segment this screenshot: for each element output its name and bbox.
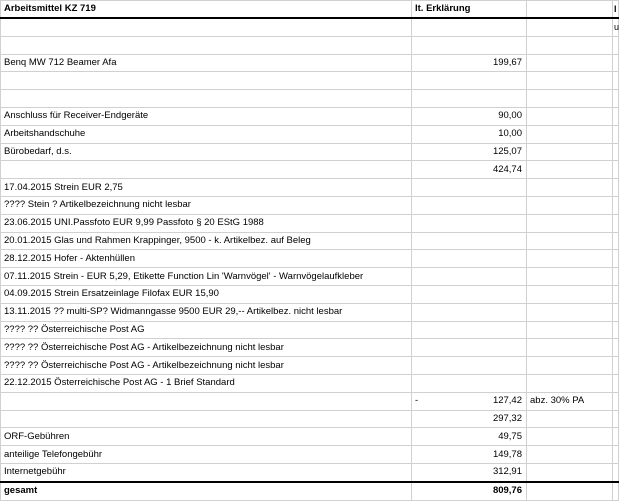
cut-cell[interactable] [613,90,619,108]
table-row [1,339,619,357]
amount-cell[interactable] [412,268,527,286]
amount-value: 312,91 [492,466,522,478]
amount-value: 199,67 [492,56,522,68]
cut-cell[interactable] [613,463,619,481]
note-cell[interactable] [527,36,613,54]
amount-cell[interactable] [412,410,527,428]
note-cell[interactable] [527,410,613,428]
note-cell[interactable] [527,72,613,90]
note-cell[interactable] [527,90,613,108]
amount-cell[interactable] [412,196,527,214]
label-cell[interactable] [1,36,412,54]
amount-cell[interactable] [412,285,527,303]
amount-cell[interactable] [412,36,527,54]
note-cell[interactable]: abz. 30% PA [527,392,613,410]
table-row [1,90,619,108]
table-row [1,143,619,161]
amount-value: 90,00 [498,110,522,122]
amount-cell[interactable] [412,179,527,197]
amount-value: 297,32 [492,412,522,424]
header-cell-empty[interactable] [527,1,613,19]
note-cell[interactable] [527,179,613,197]
note-cell[interactable] [527,446,613,464]
cut-cell[interactable] [613,161,619,179]
header-cut-bottom: u [614,22,619,33]
table-row [1,250,619,268]
cut-cell[interactable] [613,357,619,375]
label-cell[interactable]: ???? ?? Österreichische Post AG - Artikelbezeichnung nicht lesbar [1,357,412,375]
label-cell[interactable]: ???? Stein ? Artikelbezeichnung nicht lesbar [1,196,412,214]
header-cell-cut[interactable] [613,1,619,19]
header-row [1,1,619,19]
note-cell[interactable] [527,54,613,72]
note-cell[interactable] [527,339,613,357]
table-row [1,303,619,321]
cut-cell[interactable] [613,285,619,303]
cut-cell[interactable] [613,232,619,250]
label-cell[interactable]: Bürobedarf, d.s. [1,143,412,161]
amount-cell[interactable] [412,107,527,125]
amount-cell[interactable] [412,357,527,375]
amount-cell[interactable] [412,90,527,108]
note-cell[interactable] [527,107,613,125]
amount-cell[interactable] [412,143,527,161]
total-row [1,482,619,500]
cut-cell[interactable] [613,268,619,286]
note-cell[interactable] [527,232,613,250]
label-cell[interactable]: 13.11.2015 ?? multi-SP? Widmanngasse 9500 EUR 29,-- Artikelbez. nicht lesbar [1,303,412,321]
label-cell[interactable]: 23.06.2015 UNI.Passfoto EUR 9,99 Passfoto § 20 EStG 1988 [1,214,412,232]
table-row [1,36,619,54]
note-cell[interactable] [527,214,613,232]
amount-value: 127,42 [492,395,522,407]
cut-cell[interactable] [613,321,619,339]
table-row [1,392,619,410]
label-cell[interactable] [1,392,412,410]
cut-cell[interactable] [613,107,619,125]
note-cell[interactable] [527,374,613,392]
amount-value: 125,07 [492,145,522,157]
label-cell[interactable]: Anschluss für Receiver-Endgeräte [1,107,412,125]
cut-cell[interactable] [613,214,619,232]
label-cell[interactable]: 04.09.2015 Strein Ersatzeinlage Filofax EUR 15,90 [1,285,412,303]
label-cell[interactable] [1,161,412,179]
amount-cell[interactable] [412,321,527,339]
table-row [1,285,619,303]
note-cell[interactable] [527,268,613,286]
note-cell[interactable] [527,321,613,339]
cut-cell[interactable] [613,374,619,392]
cut-cell[interactable] [613,18,619,36]
note-cell[interactable] [527,196,613,214]
table-row [1,321,619,339]
cut-cell[interactable] [613,428,619,446]
cut-cell[interactable] [613,125,619,143]
note-cell[interactable] [527,125,613,143]
table-row [1,161,619,179]
cut-cell[interactable] [613,36,619,54]
table-row [1,18,619,36]
note-cell[interactable] [527,357,613,375]
table-row [1,410,619,428]
amount-cell[interactable] [412,18,527,36]
table-row [1,428,619,446]
header-cell-arbeitsmittel[interactable]: Arbeitsmittel KZ 719 [1,1,412,19]
label-cell[interactable]: Internetgebühr [1,463,412,481]
label-cell[interactable] [1,410,412,428]
note-cell[interactable] [527,161,613,179]
note-cell[interactable] [527,285,613,303]
label-cell[interactable]: ???? ?? Österreichische Post AG [1,321,412,339]
amount-cell[interactable] [412,463,527,481]
amount-cell[interactable] [412,214,527,232]
label-cell[interactable]: 17.04.2015 Strein EUR 2,75 [1,179,412,197]
table-row [1,357,619,375]
total-amount[interactable]: 809,76 [412,482,527,500]
amount-cell[interactable] [412,374,527,392]
amount-cell[interactable] [412,161,527,179]
table-row [1,196,619,214]
amount-cell[interactable] [412,54,527,72]
label-cell[interactable]: 28.12.2015 Hofer - Aktenhüllen [1,250,412,268]
total-cut-cell[interactable] [613,482,619,500]
amount-value: 424,74 [492,163,522,175]
amount-cell[interactable] [412,303,527,321]
label-cell[interactable]: 22.12.2015 Österreichische Post AG - 1 Brief Standard [1,374,412,392]
label-cell[interactable]: Benq MW 712 Beamer Afa [1,54,412,72]
table-row [1,446,619,464]
label-cell[interactable]: anteilige Telefongebühr [1,446,412,464]
note-cell[interactable] [527,18,613,36]
table-row [1,107,619,125]
amount-cell[interactable] [412,250,527,268]
amount-value: 149,78 [492,448,522,460]
note-cell[interactable] [527,463,613,481]
amount-cell[interactable] [412,72,527,90]
cut-cell[interactable] [613,392,619,410]
total-label[interactable]: gesamt [1,482,412,500]
label-cell[interactable]: ???? ?? Österreichische Post AG - Artikelbezeichnung nicht lesbar [1,339,412,357]
label-cell[interactable] [1,72,412,90]
cut-cell[interactable] [613,179,619,197]
table-row [1,268,619,286]
header-cell-erklaerung[interactable]: lt. Erklärung [412,1,527,19]
table-row [1,72,619,90]
cut-cell[interactable] [613,54,619,72]
note-cell[interactable] [527,250,613,268]
label-cell[interactable]: Arbeitshandschuhe [1,125,412,143]
cut-cell[interactable] [613,446,619,464]
amount-cell[interactable] [412,232,527,250]
minus-sign: - [415,395,419,407]
table-row [1,232,619,250]
amount-value: 49,75 [498,430,522,442]
cut-cell[interactable] [613,339,619,357]
table-row [1,54,619,72]
note-cell[interactable] [527,303,613,321]
cut-cell[interactable] [613,196,619,214]
cut-cell[interactable] [613,303,619,321]
cut-cell[interactable] [613,410,619,428]
amount-cell[interactable] [412,428,527,446]
header-cut-top: l [614,4,617,14]
note-cell[interactable] [527,428,613,446]
table-row [1,374,619,392]
note-cell[interactable] [527,143,613,161]
label-cell[interactable] [1,18,412,36]
amount-cell[interactable] [412,392,527,410]
table-row [1,214,619,232]
amount-value: 10,00 [498,128,522,140]
table-row [1,125,619,143]
cut-cell[interactable] [613,143,619,161]
label-cell[interactable]: 20.01.2015 Glas und Rahmen Krappinger, 9500 - k. Artikelbez. auf Beleg [1,232,412,250]
cut-cell[interactable] [613,250,619,268]
label-cell[interactable]: ORF-Gebühren [1,428,412,446]
table-row [1,463,619,481]
amount-cell[interactable] [412,125,527,143]
cut-cell[interactable] [613,72,619,90]
amount-cell[interactable] [412,339,527,357]
amount-cell[interactable] [412,446,527,464]
table-row [1,179,619,197]
total-note-cell[interactable] [527,482,613,500]
label-cell[interactable]: 07.11.2015 Strein - EUR 5,29, Etikette Function Lin 'Warnvögel' - Warnvögelaufkleber [1,268,412,286]
label-cell[interactable] [1,90,412,108]
